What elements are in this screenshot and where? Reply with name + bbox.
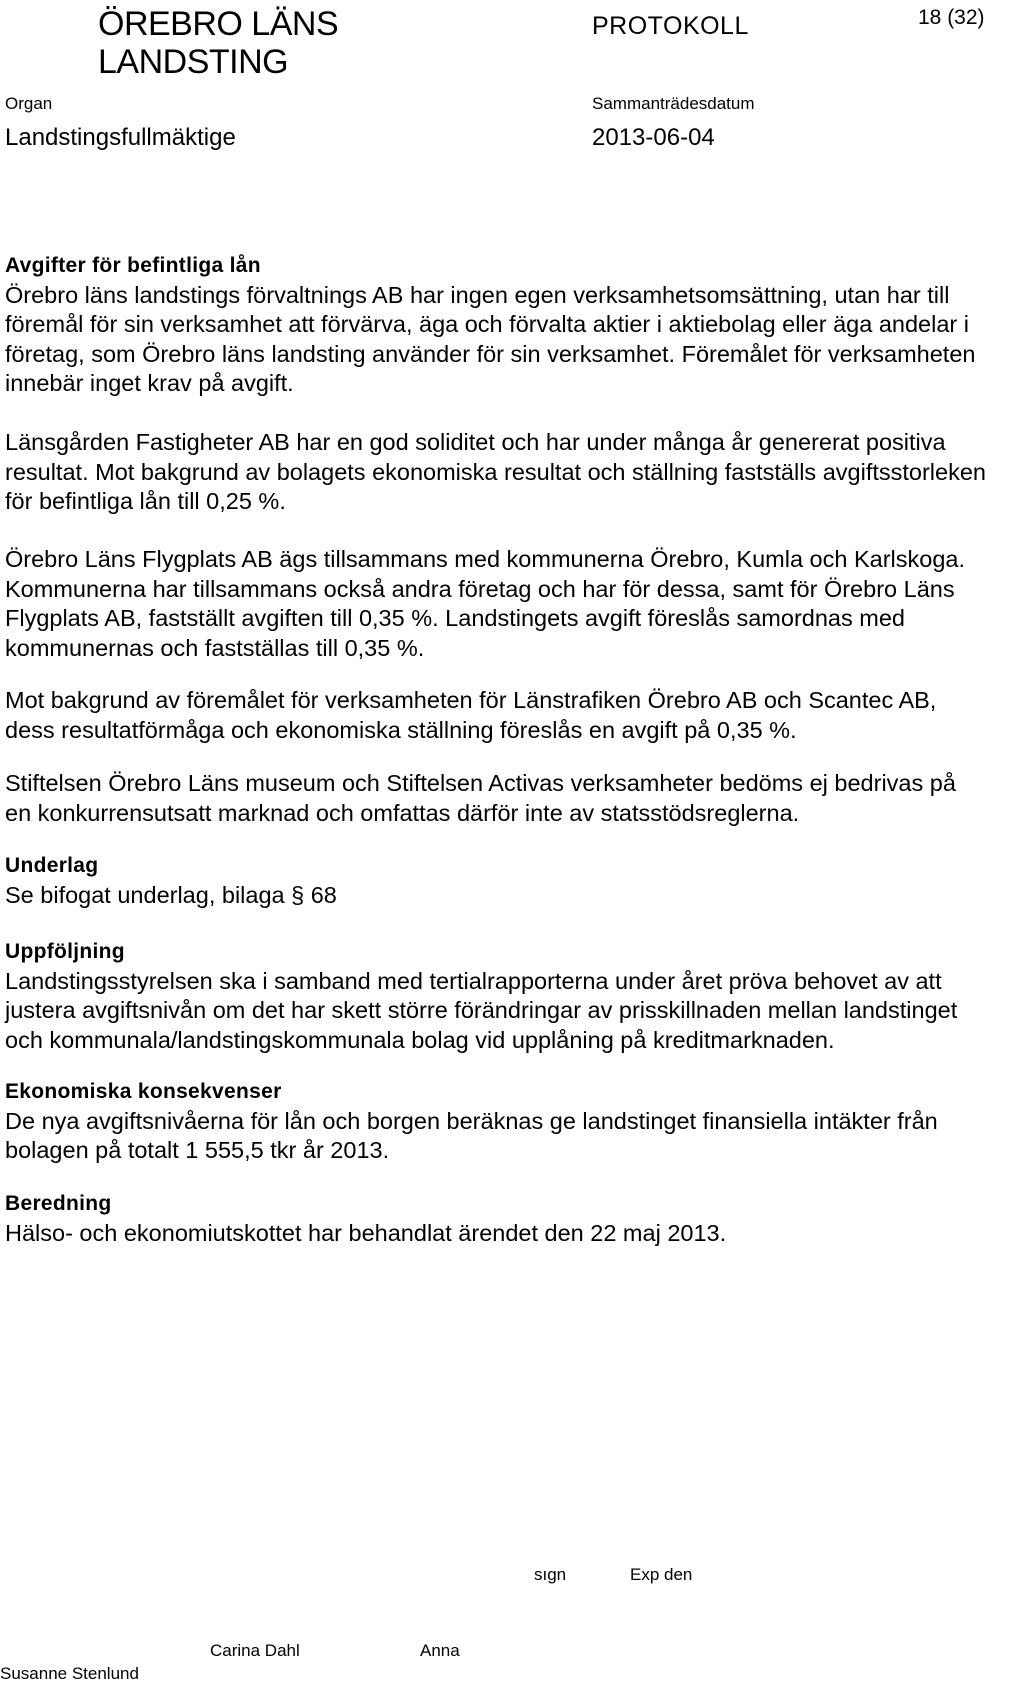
section-heading: Avgifter för befintliga lån: [5, 254, 261, 277]
section-fees-existing-loans: [5, 251, 1024, 399]
signer-name: Anna: [420, 1641, 460, 1660]
organization-name-line1: ÖREBRO LÄNS: [98, 5, 339, 43]
meeting-date-value: 2013-06-04: [592, 124, 715, 151]
paragraph-block: [5, 428, 1024, 517]
meeting-date-label: Sammanträdesdatum: [592, 94, 755, 113]
organization-name-line2: LANDSTING: [98, 43, 289, 81]
section-economic-consequences: [5, 1077, 1024, 1166]
paragraph-block: [5, 686, 1024, 745]
paragraph: De nya avgiftsnivåerna för lån och borgen beräknas ge landstinget finansiella intäkter från bolagen på totalt 1 555,5 tkr år 2013.: [5, 1107, 938, 1163]
paragraph: Stiftelsen Örebro Läns museum och Stiftelsen Activas verksamheter bedöms ej bedrivas på en konkurrensutsatt marknad och omfattas därför inte av statsstödsreglerna.: [5, 770, 956, 826]
paragraph: Se bifogat underlag, bilaga § 68: [5, 881, 337, 908]
section-underlag: [5, 851, 1024, 910]
document-type: PROTOKOLL: [592, 12, 749, 40]
paragraph: Länsgården Fastigheter AB har en god soliditet och har under många år genererat positiva resultat. Mot bakgrund av bolagets ekonomiska resultat och ställning fastställs avgiftsstorleken för befintliga lån till 0,25 %.: [5, 429, 986, 514]
section-heading: Beredning: [5, 1192, 112, 1215]
expedition-date-label: Exp den: [630, 1565, 693, 1584]
paragraph: Landstingsstyrelsen ska i samband med tertialrapporterna under året pröva behovet av att justera avgiftsnivån om det har skett större förändringar av prisskillnaden mellan landstinget och kommunala/landstingskommunala bolag vid upplåning på kreditmarknaden.: [5, 967, 958, 1053]
paragraph-block: [5, 769, 1024, 828]
paragraph-block: [5, 545, 1024, 663]
signer-name: Carina Dahl: [210, 1641, 300, 1660]
section-heading: Ekonomiska konsekvenser: [5, 1080, 282, 1103]
sign-label: sıgn: [534, 1565, 567, 1584]
section-beredning: [5, 1189, 1024, 1248]
organ-label: Organ: [5, 94, 53, 113]
section-heading: Underlag: [5, 854, 99, 877]
organ-value: Landstingsfullmäktige: [5, 124, 236, 151]
paragraph: Örebro Läns Flygplats AB ägs tillsammans med kommunerna Örebro, Kumla och Karlskoga. Kommunerna har tillsammans också andra företag och har för dessa, samt för Örebro Läns Flygplats AB, fastställt avgiften till 0,35 %. Landstingets avgift föreslås samordnas med kommunernas och fastställas till 0,35 %.: [5, 546, 966, 661]
page-number: 18 (32): [918, 6, 985, 29]
paragraph: Mot bakgrund av föremålet för verksamheten för Länstrafiken Örebro AB och Scantec AB, dess resultatförmåga och ekonomiska ställning föreslås en avgift på 0,35 %.: [5, 687, 937, 743]
section-uppfoljning: [5, 937, 1024, 1055]
paragraph: Hälso- och ekonomiutskottet har behandlat ärendet den 22 maj 2013.: [5, 1219, 727, 1246]
signer-name: Susanne Stenlund: [0, 1664, 139, 1683]
paragraph: Örebro läns landstings förvaltnings AB har ingen egen verksamhetsomsättning, utan har till föremål för sin verksamhet att förvärva, äga och förvalta aktier i aktiebolag eller äga andelar i företag, som Örebro läns landsting använder för sin verksamhet. Föremålet för verksamheten innebär inget krav på avgift.: [5, 281, 976, 396]
section-heading: Uppföljning: [5, 940, 125, 963]
